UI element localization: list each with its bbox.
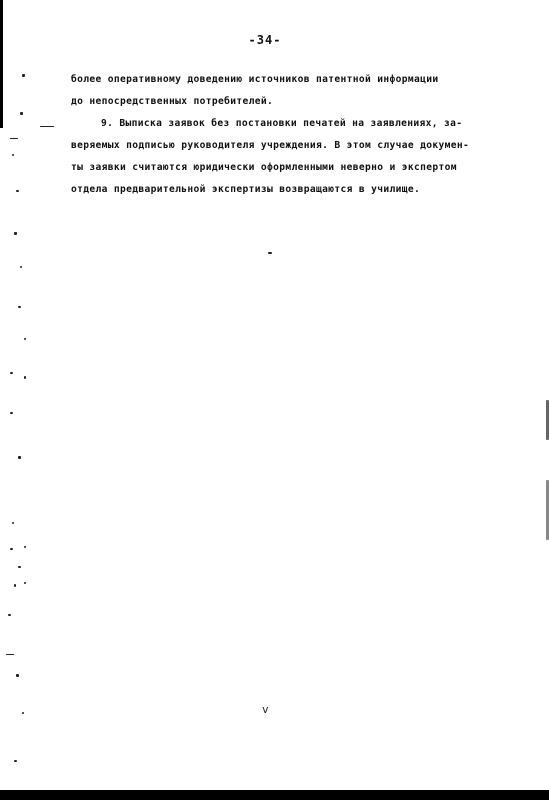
scan-speck [22, 712, 24, 714]
document-body [71, 69, 531, 201]
scan-speck [10, 372, 13, 374]
scan-speck [14, 232, 17, 235]
text-line: ты заявки считаются юридически оформленными неверно и экспертом [71, 162, 457, 173]
scan-speck [24, 546, 26, 548]
handwritten-check-mark: v [262, 703, 269, 716]
scan-left-edge [0, 0, 3, 128]
scan-speck [8, 614, 11, 616]
text-line: 9. Выписка заявок без постановки печатей на заявлениях, за- [101, 118, 463, 129]
scan-speck [18, 566, 21, 568]
text-line: до непосредственных потребителей. [71, 96, 274, 107]
scan-speck [14, 584, 16, 587]
scan-speck [40, 126, 54, 127]
scan-speck [24, 338, 26, 340]
scan-speck [20, 266, 22, 268]
scan-speck [268, 252, 272, 254]
scan-speck [6, 654, 14, 655]
scan-speck [22, 74, 25, 77]
scan-speck [20, 112, 23, 115]
scan-speck [24, 582, 26, 584]
scan-speck [10, 138, 18, 139]
scan-speck [12, 522, 14, 524]
text-line: веряемых подписью руководителя учреждения. В этом случае докумен- [71, 140, 470, 151]
scan-speck [10, 548, 13, 550]
text-line: более оперативному доведению источников патентной информации [71, 74, 439, 85]
scan-speck [16, 190, 19, 192]
page-number: -34- [248, 33, 282, 47]
scan-bottom-edge [0, 790, 549, 800]
scan-speck [14, 760, 17, 762]
scan-speck [10, 412, 13, 414]
scan-speck [12, 154, 14, 156]
scan-speck [16, 674, 19, 677]
scan-speck [18, 306, 21, 308]
text-line: отдела предварительной экспертизы возвращаются в училище. [71, 184, 421, 195]
scan-speck [18, 456, 21, 459]
scan-speck [24, 376, 26, 379]
